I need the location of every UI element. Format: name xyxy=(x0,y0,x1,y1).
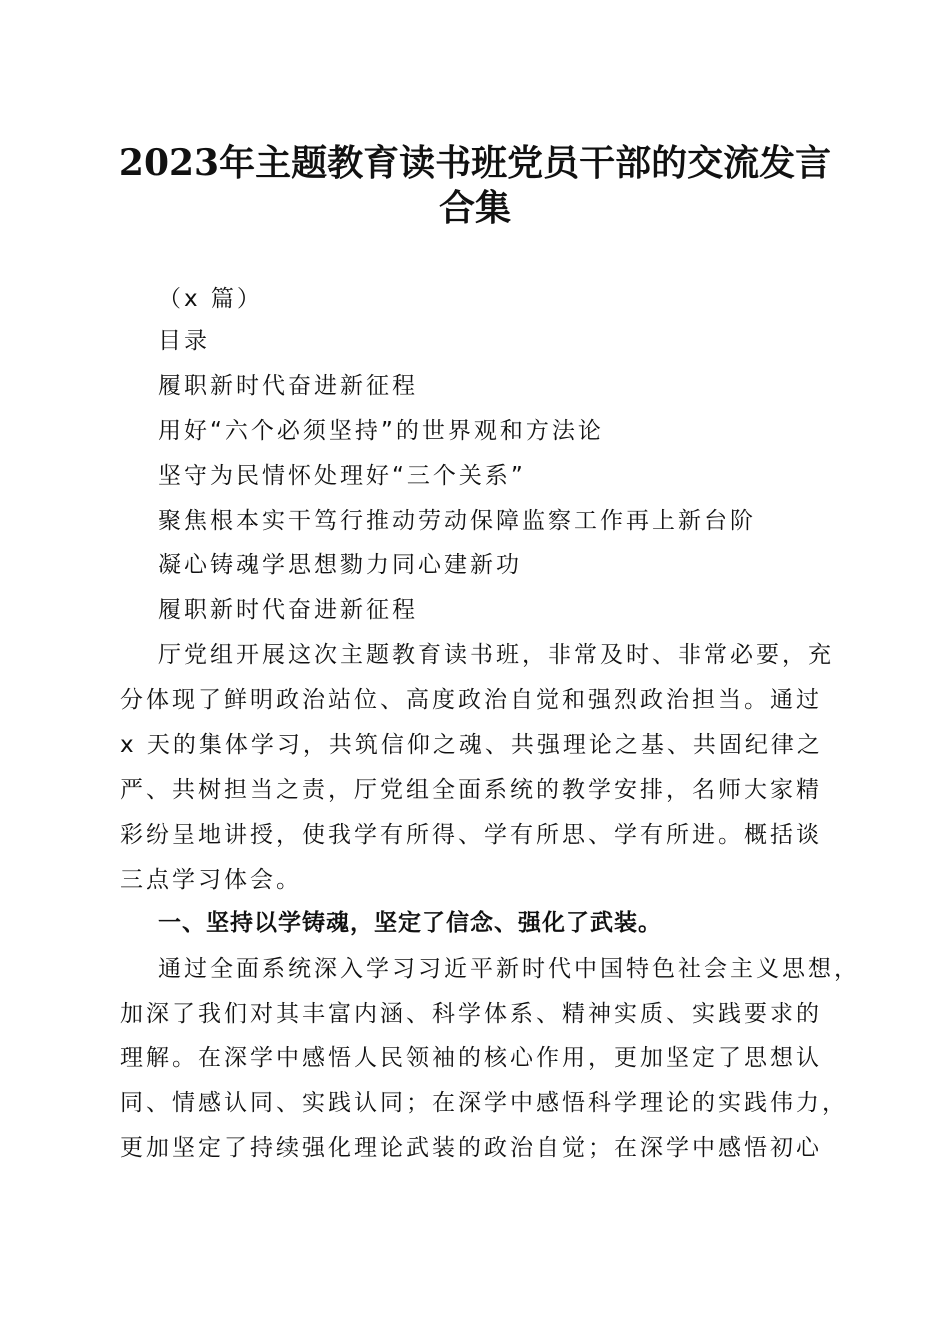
article-count: （x 篇） xyxy=(158,286,263,312)
paragraph-line: 厅党组开展这次主题教育读书班，非常及时、非常必要，充 xyxy=(158,642,834,668)
toc-item: 用好“六个必须坚持”的世界观和方法论 xyxy=(158,418,604,444)
section-title: 履职新时代奋进新征程 xyxy=(158,597,418,623)
toc-item: 聚焦根本实干笃行推动劳动保障监察工作再上新台阶 xyxy=(158,508,756,534)
paragraph-line: 同、情感认同、实践认同；在深学中感悟科学理论的实践伟力， xyxy=(120,1090,848,1116)
paragraph-line: 理解。在深学中感悟人民领袖的核心作用，更加坚定了思想认 xyxy=(120,1045,822,1071)
document-title-line-2: 合集 xyxy=(438,187,511,229)
toc-item: 坚守为民情怀处理好“三个关系” xyxy=(158,463,526,489)
paragraph-line: 加深了我们对其丰富内涵、科学体系、精神实质、实践要求的 xyxy=(120,1001,822,1027)
paragraph-line: 通过全面系统深入学习习近平新时代中国特色社会主义思想， xyxy=(158,956,860,982)
toc-item: 凝心铸魂学思想勠力同心建新功 xyxy=(158,552,522,578)
section-heading: 一、坚持以学铸魂，坚定了信念、强化了武装。 xyxy=(158,910,662,936)
paragraph-line: 分体现了鲜明政治站位、高度政治自觉和强烈政治担当。通过 xyxy=(120,687,822,713)
toc-label: 目录 xyxy=(158,328,210,354)
paragraph-line: 三点学习体会。 xyxy=(120,867,302,893)
paragraph-line: x 天的集体学习，共筑信仰之魂、共强理论之基、共固纪律之 xyxy=(120,732,823,758)
paragraph-line: 彩纷呈地讲授，使我学有所得、学有所思、学有所进。概括谈 xyxy=(120,822,822,848)
paragraph-line: 严、共树担当之责，厅党组全面系统的教学安排，名师大家精 xyxy=(120,777,822,803)
document-title-line-1: 2023年主题教育读书班党员干部的交流发言 xyxy=(118,142,832,184)
toc-item: 履职新时代奋进新征程 xyxy=(158,373,418,399)
paragraph-line: 更加坚定了持续强化理论武装的政治自觉；在深学中感悟初心 xyxy=(120,1135,822,1161)
